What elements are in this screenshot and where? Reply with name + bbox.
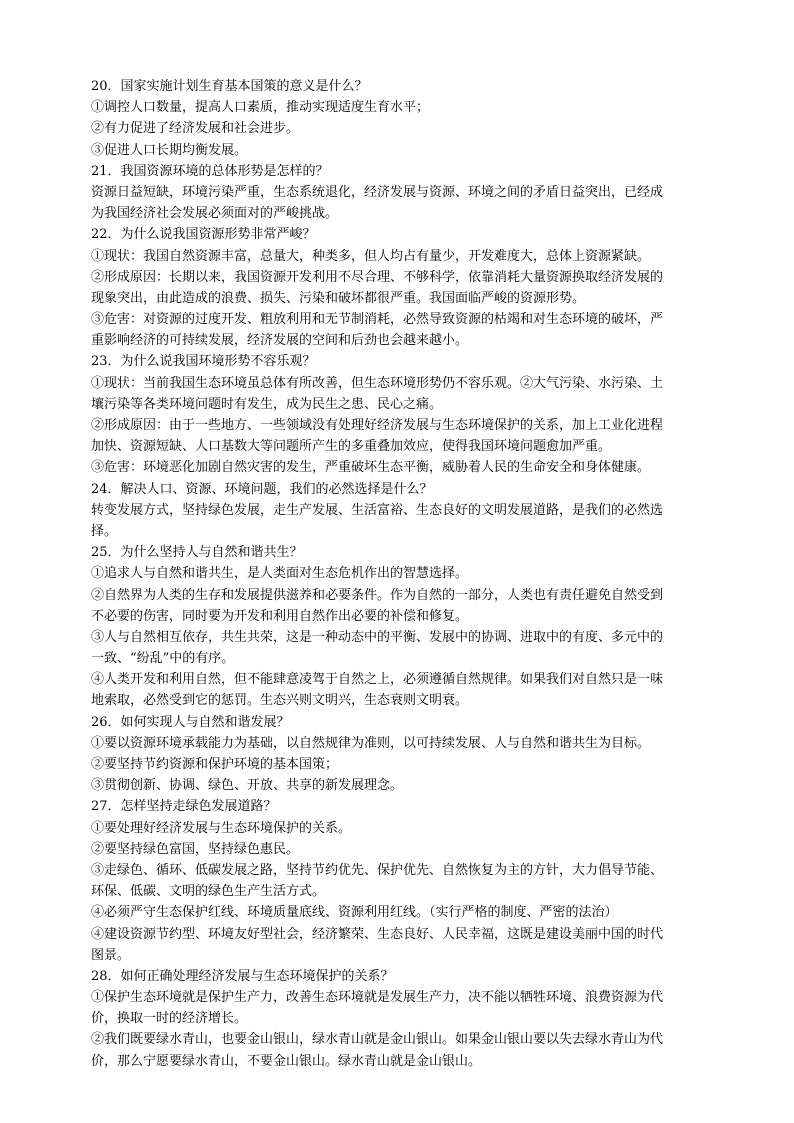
answer-line: 转变发展方式，坚持绿色发展，走生产发展、生活富裕、生态良好的文明发展道路，是我们的必然选 (91, 502, 664, 518)
answer-line: 环保、低碳、文明的绿色生产生活方式。 (91, 884, 326, 900)
answer-line: 资源日益短缺，环境污染严重，生态系统退化，经济发展与资源、环境之间的矛盾日益突出，已经成 (91, 184, 664, 200)
answer-line: ①现状：我国自然资源丰富，总量大，种类多，但人均占有量少，开发难度大，总体上资源紧缺。 (91, 248, 651, 264)
answer-line: ①调控人口数量，提高人口素质，推动实现适度生育水平； (91, 100, 430, 116)
answer-line: 加快、资源短缺、人口基数大等问题所产生的多重叠加效应，使得我国环境问题愈加严重。 (91, 439, 612, 455)
answer-line: ②形成原因：由于一些地方、一些领域没有处理好经济发展与生态环境保护的关系，加上工业化进程 (91, 418, 664, 433)
question-28: 28．如何正确处理经济发展与生态环境保护的关系？ (91, 968, 394, 984)
answer-line: ②有力促进了经济发展和社会进步。 (91, 121, 300, 137)
answer-line: 现象突出，由此造成的浪费、损失、污染和破坏都很严重。我国面临严峻的资源形势。 (91, 290, 586, 306)
answer-line: ②我们既要绿水青山，也要金山银山，绿水青山就是金山银山。如果金山银山要以失去绿水青山为代 (91, 1032, 664, 1048)
answer-line: ①追求人与自然和谐共生，是人类面对生态危机作出的智慧选择。 (91, 566, 469, 582)
question-21: 21．我国资源环境的总体形势是怎样的？ (91, 163, 329, 179)
question-20: 20．国家实施计划生育基本国策的意义是什么？ (91, 79, 368, 94)
question-26: 26．如何实现人与自然和谐发展？ (91, 714, 290, 730)
answer-line: ①保护生态环境就是保护生产力，改善生态环境就是发展生产力，决不能以牺牲环境、浪费资源为代 (91, 990, 664, 1006)
answer-line: ②形成原因：长期以来，我国资源开发利用不尽合理、不够科学，依靠消耗大量资源换取经济发展的 (91, 269, 664, 285)
answer-line: ③贯彻创新、协调、绿色、开放、共享的新发展理念。 (91, 778, 404, 794)
answer-line: ②自然界为人类的生存和发展提供滋养和必要条件。作为自然的一部分，人类也有责任避免自然受到 (91, 587, 664, 603)
question-25: 25．为什么坚持人与自然和谐共生？ (91, 545, 303, 561)
answer-line: ④人类开发和利用自然，但不能肆意凌驾于自然之上，必须遵循自然规律。如果我们对自然只是一味 (91, 672, 664, 688)
answer-line: 不必要的伤害，同时要为开发和利用自然作出必要的补偿和修复。 (91, 608, 469, 624)
answer-line: ③危害：对资源的过度开发、粗放利用和无节制消耗，必然导致资源的枯竭和对生态环境的破坏，严 (91, 312, 664, 328)
question-22: 22．为什么说我国资源形势非常严峻？ (91, 227, 316, 243)
answer-line: ④必须严守生态保护红线、环境质量底线、资源利用红线。（实行严格的制度、严密的法治） (91, 905, 618, 921)
question-27: 27．怎样坚持走绿色发展道路？ (91, 799, 277, 815)
answer-line: ③人与自然相互依存，共生共荣，这是一种动态中的平衡、发展中的协调、进取中的有度、多元中的 (91, 629, 664, 645)
answer-line: 价，换取一时的经济增长。 (91, 1011, 248, 1027)
answer-line: ④建设资源节约型、环境友好型社会，经济繁荣、生态良好、人民幸福，这既是建设美丽中国的时代 (91, 926, 664, 942)
answer-line: 为我国经济社会发展必须面对的严峻挑战。 (91, 206, 339, 222)
answer-line: 择。 (91, 523, 118, 539)
answer-line: ②要坚持节约资源和保护环境的基本国策； (91, 757, 339, 772)
answer-line: ③危害：环境恶化加剧自然灾害的发生，严重破坏生态平衡，威胁着人民的生命安全和身体健康。 (91, 460, 651, 476)
question-24: 24．解决人口、资源、环境问题，我们的必然选择是什么？ (91, 481, 433, 497)
document-body (91, 76, 713, 1072)
answer-line: ①现状：当前我国生态环境虽总体有所改善，但生态环境形势仍不容乐观。②大气污染、水污染、土 (91, 375, 664, 391)
answer-line: ①要处理好经济发展与生态环境保护的关系。 (91, 820, 352, 836)
answer-line: 地索取，必然受到它的惩罚。生态兴则文明兴，生态衰则文明衰。 (91, 693, 469, 709)
answer-line: ①要以资源环境承载能力为基础，以自然规律为准则，以可持续发展、人与自然和谐共生为目标。 (91, 735, 651, 751)
question-23: 23．为什么说我国环境形势不容乐观？ (91, 354, 316, 370)
answer-line: 重影响经济的可持续发展，经济发展的空间和后劲也会越来越小。 (91, 333, 469, 349)
answer-line: 价，那么宁愿要绿水青山，不要金山银山。绿水青山就是金山银山。 (91, 1053, 482, 1069)
answer-line: ③走绿色、循环、低碳发展之路，坚持节约优先、保护优先、自然恢复为主的方针，大力倡导节能、 (91, 862, 664, 878)
answer-line: ②要坚持绿色富国，坚持绿色惠民。 (91, 841, 300, 857)
answer-line: 壤污染等各类环境问题时有发生，成为民生之患、民心之痛。 (91, 396, 443, 412)
answer-line: 图景。 (91, 947, 131, 963)
answer-line: ③促进人口长期均衡发展。 (91, 142, 248, 158)
answer-line: 一致、“纷乱”中的有序。 (91, 651, 235, 667)
